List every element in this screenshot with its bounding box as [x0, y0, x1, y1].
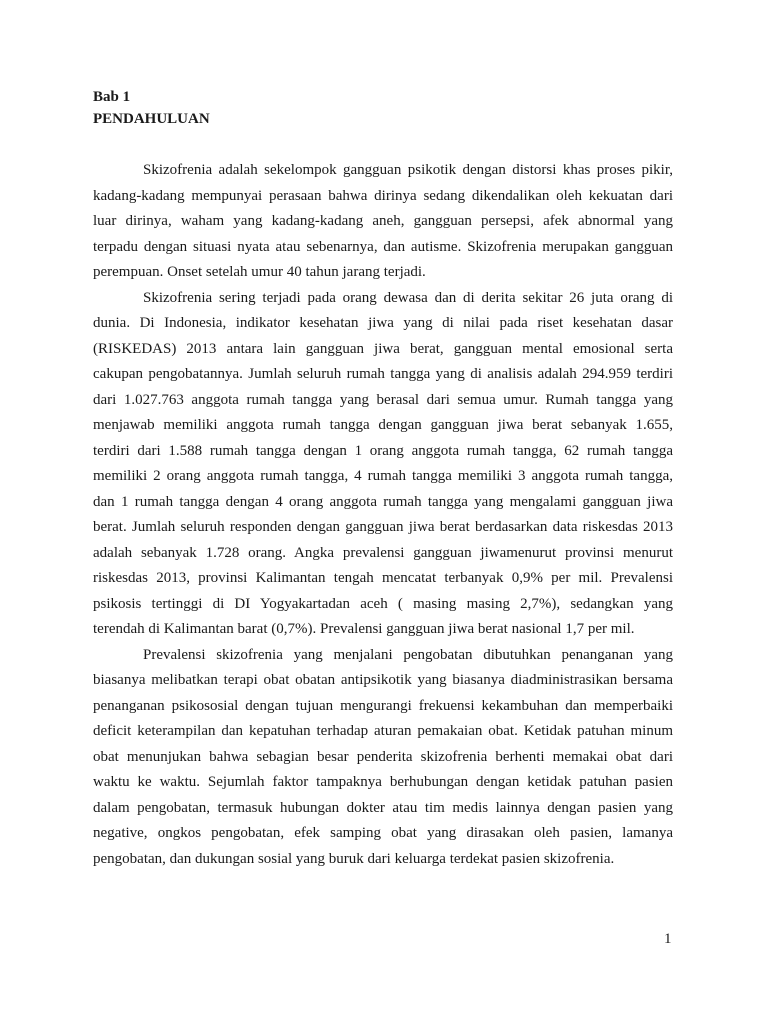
text-line: dan 1 rumah tangga dengan 4 orang anggota rumah tangga yang mengalami gangguan jiwa [93, 493, 673, 510]
text-line: terendah di Kalimantan barat (0,7%). Prevalensi gangguan jiwa berat nasional 1,7 per mil. [93, 621, 635, 637]
text-line: biasanya melibatkan terapi obat obatan antipsikotik yang biasanya diadministrasikan bersama [93, 672, 673, 688]
paragraph-2 [93, 286, 673, 643]
text-line: obat menunjukan bahwa sebagian besar penderita skizofrenia berhenti memakai obat dari [93, 748, 673, 765]
body-text [93, 158, 673, 872]
text-line: adalah sebanyak 1.728 orang. Angka prevalensi gangguan jiwamenurut provinsi menurut [93, 544, 673, 561]
text-line: psikosis tertinggi di DI Yogyakartadan aceh ( masing masing 2,7%), sedangkan yang [93, 595, 673, 612]
paragraph-1 [93, 158, 673, 286]
text-line: perempuan. Onset setelah umur 40 tahun jarang terjadi. [93, 264, 426, 280]
text-line: Skizofrenia adalah sekelompok gangguan psikotik dengan distorsi khas proses pikir, [143, 162, 673, 178]
paragraph-3 [93, 643, 673, 873]
text-line: Prevalensi skizofrenia yang menjalani pengobatan dibutuhkan penanganan yang [143, 646, 673, 663]
text-line: memiliki 2 orang anggota rumah tangga, 4 rumah tangga memiliki 3 anggota rumah tangga, [93, 468, 673, 484]
text-line: berat. Jumlah seluruh responden dengan gangguan jiwa berat berdasarkan data riskesdas 2013 [93, 519, 673, 535]
text-line: penanganan psikososial dengan tujuan mengurangi frekuensi kekambuhan dan memperbaiki [93, 697, 673, 714]
text-line: kadang-kadang mempunyai perasaan bahwa dirinya sedang dikendalikan oleh kekuatan dari [93, 187, 673, 204]
text-line: (RISKEDAS) 2013 antara lain gangguan jiwa berat, gangguan mental emosional serta [93, 340, 673, 357]
text-line: Skizofrenia sering terjadi pada orang dewasa dan di derita sekitar 26 juta orang di [143, 289, 673, 306]
text-line: menjawab memiliki anggota rumah tangga dengan gangguan jiwa berat sebanyak 1.655, [93, 417, 673, 433]
text-line: terdiri dari 1.588 rumah tangga dengan 1 orang anggota rumah tangga, 62 rumah tangga [93, 442, 673, 459]
chapter-heading [93, 86, 210, 130]
text-line: riskesdas 2013, provinsi Kalimantan tengah mencatat terbanyak 0,9% per mil. Prevalensi [93, 570, 673, 586]
text-line: cakupan pengobatannya. Jumlah seluruh rumah tangga yang di analisis adalah 294.959 terdiri [93, 366, 673, 382]
text-line: dalam pengobatan, termasuk hubungan dokter atau tim medis lainnya dengan pasien yang [93, 799, 673, 816]
text-line: pengobatan, dan dukungan sosial yang buruk dari keluarga terdekat pasien skizofrenia. [93, 850, 615, 867]
text-line: terpadu dengan situasi nyata atau sebenarnya, dan autisme. Skizofrenia merupakan gangguan [93, 238, 673, 255]
chapter-number: Bab 1 [93, 89, 131, 105]
page-number: 1 [664, 931, 672, 947]
chapter-title: PENDAHULUAN [93, 111, 210, 127]
text-line: dari 1.027.763 anggota rumah tangga yang berasal dari semua umur. Rumah tangga yang [93, 391, 673, 408]
text-line: negative, ongkos pengobatan, efek samping obat yang dirasakan oleh pasien, lamanya [93, 825, 673, 841]
text-line: deficit keterampilan dan kepatuhan terhadap aturan pemakaian obat. Ketidak patuhan minum [93, 723, 673, 739]
text-line: waktu ke waktu. Sejumlah faktor tampaknya berhubungan dengan ketidak patuhan pasien [93, 774, 673, 790]
text-line: dunia. Di Indonesia, indikator kesehatan jiwa yang di nilai pada riset kesehatan dasar [93, 315, 673, 331]
text-line: luar dirinya, waham yang kadang-kadang aneh, gangguan persepsi, afek abnormal yang [93, 213, 673, 229]
